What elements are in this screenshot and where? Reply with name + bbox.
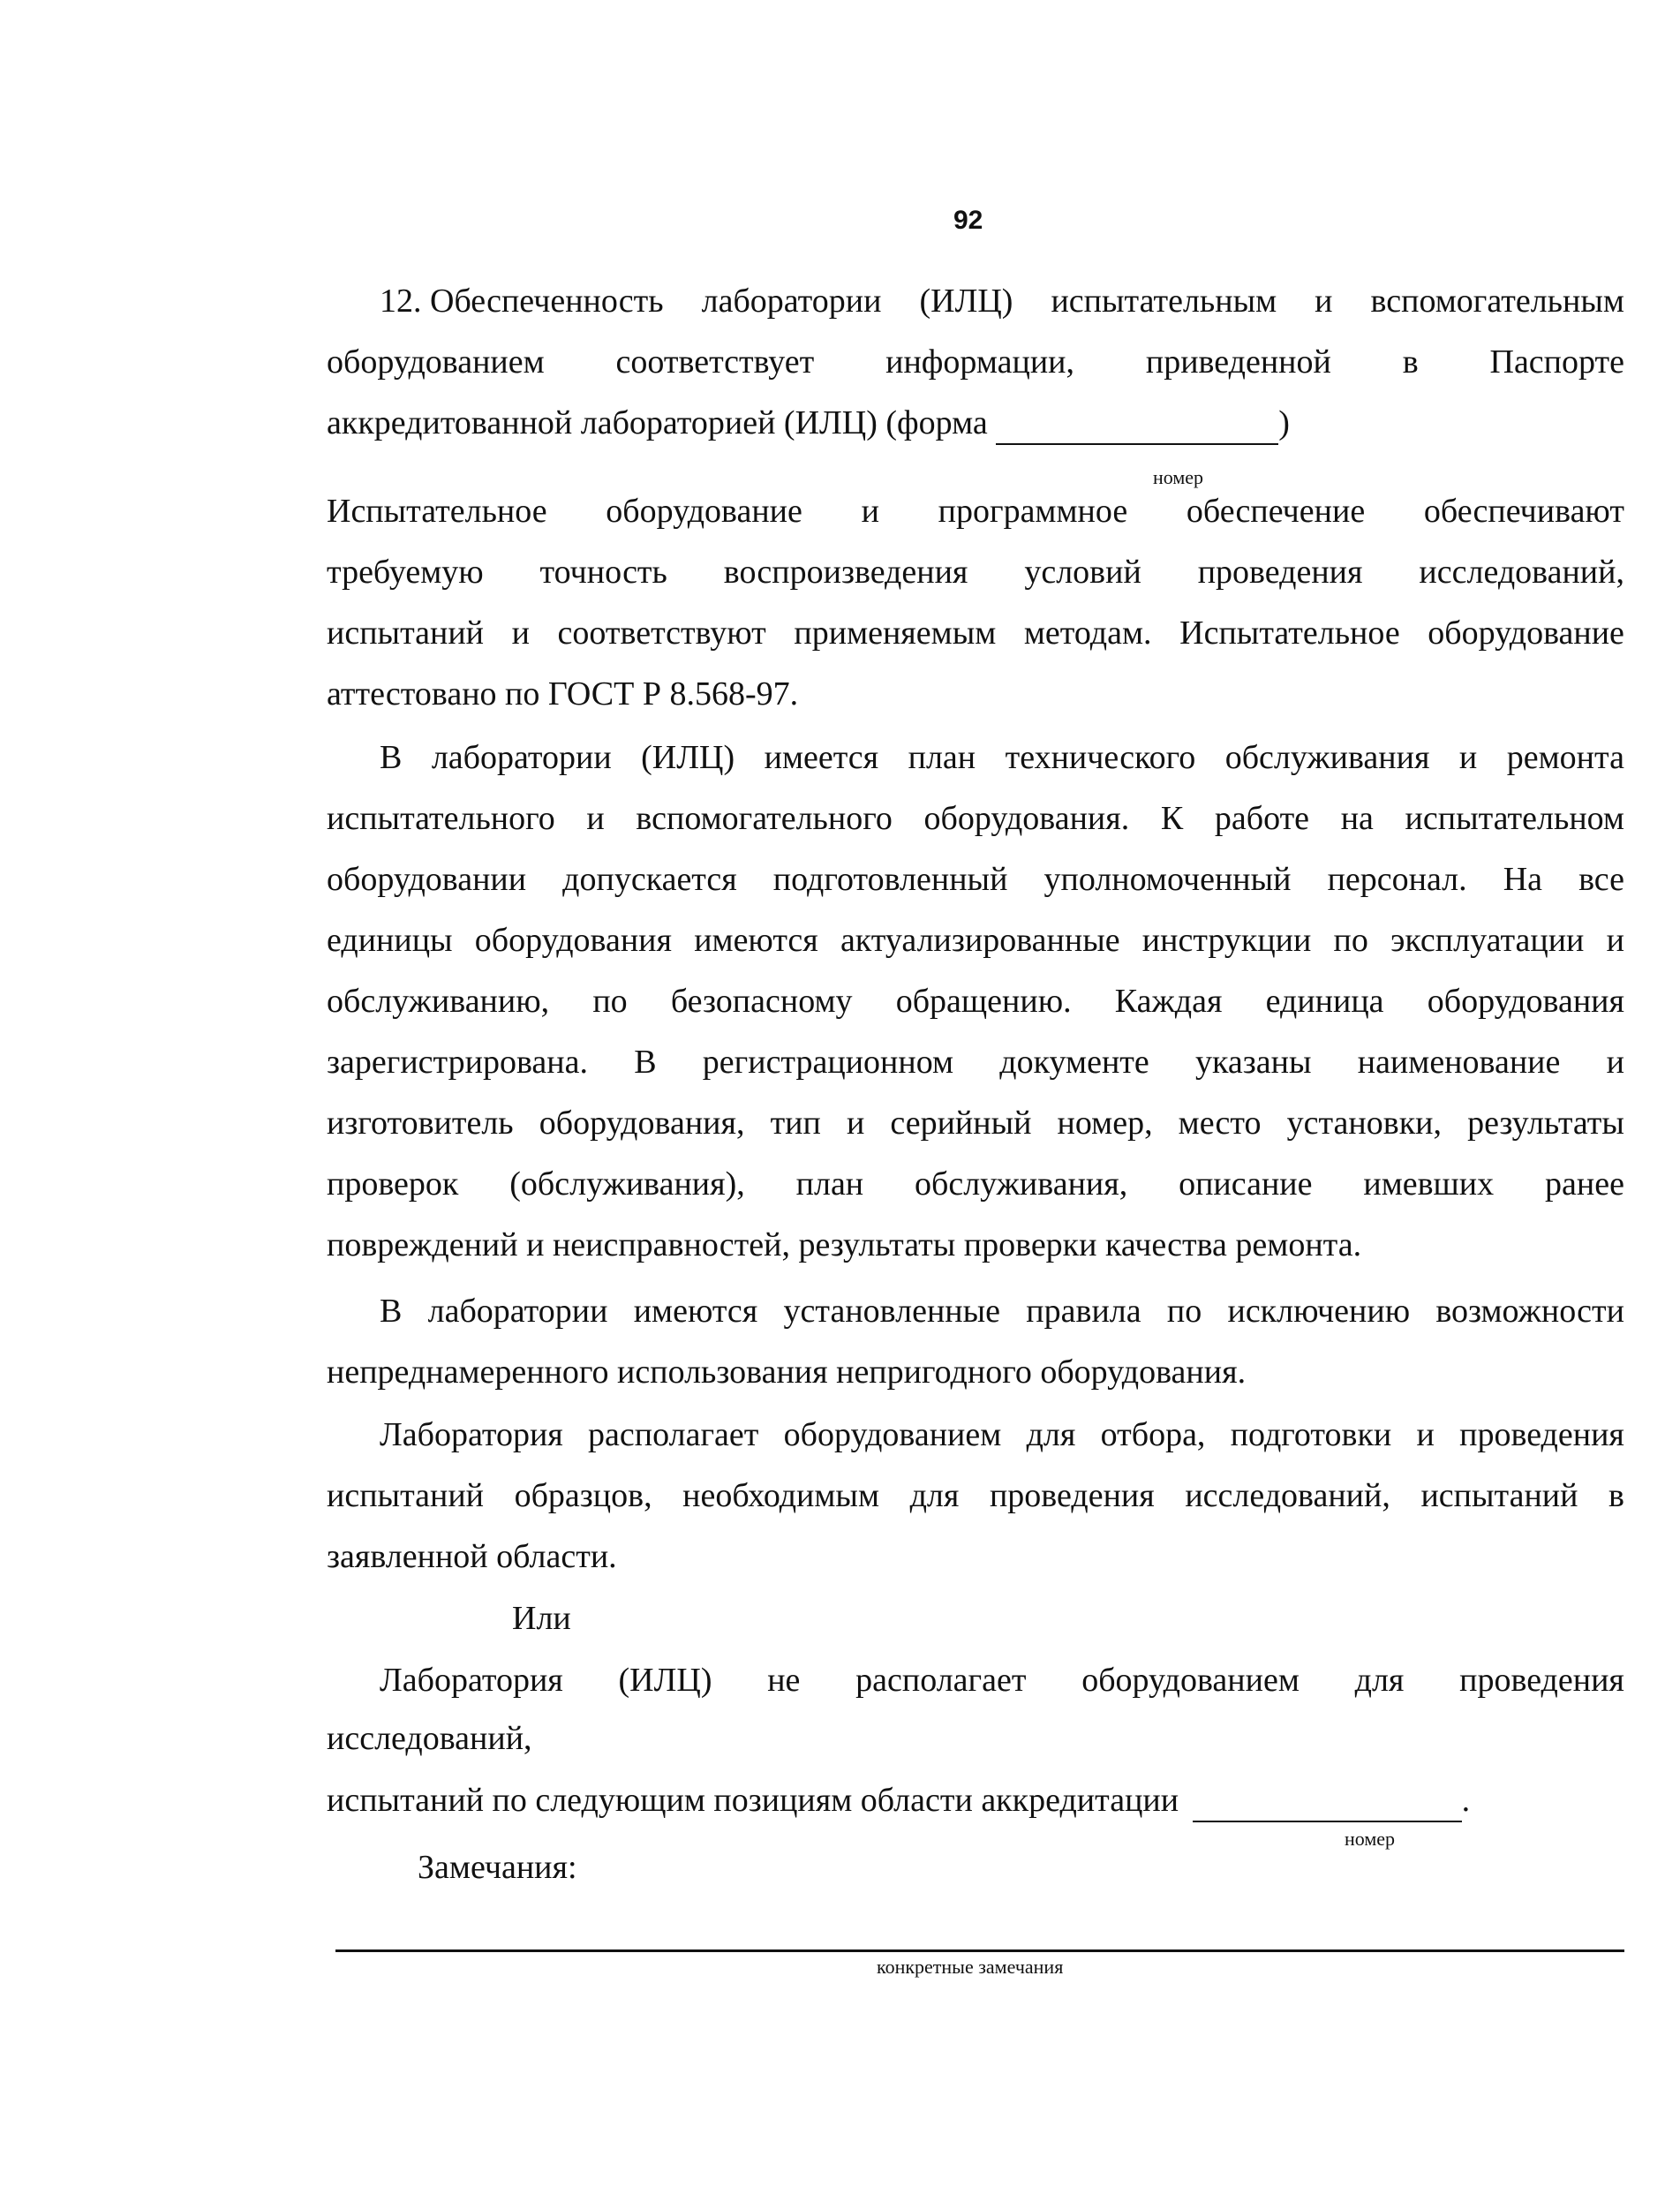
word: для (909, 1477, 960, 1514)
para-1-line-2 (327, 552, 1624, 592)
word: допускается (562, 861, 737, 898)
para-4-line-2 (327, 1475, 1624, 1516)
word: лаборатории (701, 283, 882, 320)
word: оборудованием (783, 1416, 1002, 1453)
remarks-line (335, 1949, 1624, 1952)
word: точность (539, 554, 667, 591)
word: Испытательное (1179, 615, 1400, 652)
form-number-caption: номер (1153, 466, 1204, 488)
remarks-label: Замечания: (418, 1849, 577, 1886)
word: В (380, 739, 403, 776)
word: Лаборатория (380, 1416, 563, 1453)
section-12-line-2 (327, 342, 1624, 382)
word: оборудования, (539, 1105, 745, 1142)
para-2-line-5 (327, 981, 1624, 1022)
word: установленные (783, 1293, 1001, 1330)
word: приведенной (1145, 343, 1331, 381)
word: исследований, (1185, 1477, 1390, 1514)
word: проведения (1197, 554, 1363, 591)
remarks-caption: конкретные замечания (877, 1956, 1064, 1978)
word: и (861, 493, 879, 530)
word: обслуживанию, (327, 983, 550, 1020)
form-number-blank (996, 403, 1278, 445)
word: и (511, 615, 530, 652)
word: актуализированные (840, 922, 1120, 959)
word: установки, (1286, 1105, 1442, 1142)
word: место (1178, 1105, 1262, 1142)
word: обеспечение (1186, 493, 1366, 530)
para-2-line-2 (327, 798, 1624, 839)
word: (ИЛЦ) (641, 739, 735, 776)
section-12-line-3-text: аккредитованной лабораторией (ИЛЦ) (форма (327, 404, 988, 441)
word: документе (999, 1044, 1149, 1081)
word: оборудовании (327, 861, 527, 898)
word: программное (938, 493, 1128, 530)
word: Испытательное (327, 493, 547, 530)
word: ранее (1545, 1165, 1624, 1203)
word: имевших (1363, 1165, 1495, 1203)
para-2-line-3 (327, 859, 1624, 900)
word: необходимым (682, 1477, 880, 1514)
word: оборудование (606, 493, 802, 530)
word: В (634, 1044, 657, 1081)
word: и (1606, 922, 1624, 959)
word: исключению (1227, 1293, 1411, 1330)
word: испытаний (327, 1477, 485, 1514)
word: вспомогательного (636, 800, 893, 837)
word: единица (1265, 983, 1384, 1020)
word: имеются (633, 1293, 758, 1330)
word: методам. (1023, 615, 1152, 652)
para-1-line-3 (327, 613, 1624, 653)
word: испытательном (1405, 800, 1624, 837)
word: испытаний (327, 615, 485, 652)
word: и (586, 800, 605, 837)
word: оборудования (1427, 983, 1624, 1020)
word: оборудование (1428, 615, 1624, 652)
word: испытательного (327, 800, 555, 837)
word: имеются (694, 922, 818, 959)
para-4-line-1 (380, 1414, 1624, 1455)
word: имеется (764, 739, 879, 776)
word: К (1160, 800, 1184, 837)
position-number-blank (1193, 1780, 1462, 1822)
word: тип (770, 1105, 821, 1142)
word: по (1333, 922, 1368, 959)
position-number-caption: номер (1345, 1828, 1396, 1850)
para-2-line-4 (327, 920, 1624, 961)
para-4-line-3: заявленной области. (327, 1538, 617, 1575)
word: безопасному (670, 983, 853, 1020)
word: номер, (1057, 1105, 1153, 1142)
word: в (1608, 1477, 1624, 1514)
word: воспроизведения (723, 554, 968, 591)
word: располагает (588, 1416, 759, 1453)
word: вспомогательным (1370, 283, 1624, 320)
word: отбора, (1100, 1416, 1206, 1453)
word: Паспорте (1489, 343, 1624, 381)
word: подготовки (1230, 1416, 1392, 1453)
word: образцов, (514, 1477, 652, 1514)
word: проведения (1459, 1662, 1624, 1699)
word: 12. Обеспеченность (380, 283, 664, 320)
word: по (1166, 1293, 1202, 1330)
word: обслуживания, (915, 1165, 1128, 1203)
word: на (1340, 800, 1374, 837)
para-3-line-1 (380, 1291, 1624, 1331)
word: единицы (327, 922, 453, 959)
para-5-line-2: исследований, (327, 1720, 532, 1757)
para-2-line-9: повреждений и неисправностей, результаты проверки качества ремонта. (327, 1226, 1362, 1263)
para-5-period: . (1461, 1782, 1471, 1819)
word: работе (1214, 800, 1310, 837)
word: (ИЛЦ) (618, 1662, 712, 1699)
word: и (1416, 1416, 1435, 1453)
word: план (795, 1165, 864, 1203)
word: результаты (1467, 1105, 1624, 1142)
word: возможности (1435, 1293, 1624, 1330)
para-1-line-4: аттестовано по ГОСТ Р 8.568-97. (327, 675, 799, 713)
word: исследований, (1419, 554, 1624, 591)
word: серийный (890, 1105, 1032, 1142)
word: Каждая (1114, 983, 1223, 1020)
word: условий (1024, 554, 1141, 591)
or-label: Или (512, 1600, 571, 1637)
word: для (1354, 1662, 1405, 1699)
word: оборудования (474, 922, 672, 959)
para-3-line-2: непреднамеренного использования непригодного оборудования. (327, 1354, 1247, 1391)
word: проведения (989, 1477, 1155, 1514)
word: лаборатории (431, 739, 612, 776)
page-number: 92 (953, 206, 983, 235)
para-1-line-1 (327, 491, 1624, 532)
para-5-line-3-text: испытаний по следующим позициям области аккредитации (327, 1782, 1179, 1819)
para-2-line-6 (327, 1042, 1624, 1082)
word: и (1458, 739, 1478, 776)
word: и (846, 1105, 865, 1142)
para-5-line-1 (380, 1660, 1624, 1701)
section-12-line-3 (327, 403, 1624, 445)
word: и (1606, 1044, 1624, 1081)
word: по (592, 983, 628, 1020)
word: соответствуют (557, 615, 766, 652)
word: персонал. (1327, 861, 1467, 898)
word: технического (1005, 739, 1196, 776)
word: (ИЛЦ) (919, 283, 1013, 320)
word: применяемым (794, 615, 997, 652)
word: описание (1179, 1165, 1313, 1203)
para-2-line-8 (327, 1164, 1624, 1204)
word: наименование (1357, 1044, 1561, 1081)
word: ремонта (1506, 739, 1624, 776)
word: оборудованием (327, 343, 545, 381)
word: указаны (1195, 1044, 1312, 1081)
word: регистрационном (702, 1044, 954, 1081)
word: подготовленный (772, 861, 1008, 898)
para-5-line-3 (327, 1780, 1624, 1822)
word: (обслуживания), (509, 1165, 745, 1203)
word: зарегистрирована. (327, 1044, 588, 1081)
word: проведения (1459, 1416, 1624, 1453)
word: оборудования. (923, 800, 1130, 837)
word: для (1026, 1416, 1076, 1453)
word: информации, (885, 343, 1074, 381)
word: На (1503, 861, 1543, 898)
word: Лаборатория (380, 1662, 563, 1699)
word: лаборатории (427, 1293, 608, 1330)
word: проверок (327, 1165, 459, 1203)
word: эксплуатации (1390, 922, 1585, 959)
word: изготовитель (327, 1105, 514, 1142)
word: обеспечивают (1423, 493, 1624, 530)
word: оборудованием (1081, 1662, 1300, 1699)
word: испытательным (1051, 283, 1277, 320)
word: испытаний (1420, 1477, 1578, 1514)
form-close-paren: ) (1278, 404, 1290, 441)
word: соответствует (615, 343, 815, 381)
word: инструкции (1141, 922, 1312, 959)
word: требуемую (327, 554, 484, 591)
para-2-line-1 (380, 737, 1624, 778)
word: не (767, 1662, 801, 1699)
word: план (908, 739, 976, 776)
word: все (1578, 861, 1624, 898)
section-12-line-1 (380, 281, 1624, 321)
para-2-line-7 (327, 1103, 1624, 1143)
word: и (1315, 283, 1333, 320)
word: обращению. (895, 983, 1072, 1020)
word: обслуживания (1224, 739, 1430, 776)
word: В (380, 1293, 403, 1330)
word: правила (1026, 1293, 1141, 1330)
word: располагает (855, 1662, 1027, 1699)
word: в (1402, 343, 1419, 381)
word: уполномоченный (1043, 861, 1292, 898)
